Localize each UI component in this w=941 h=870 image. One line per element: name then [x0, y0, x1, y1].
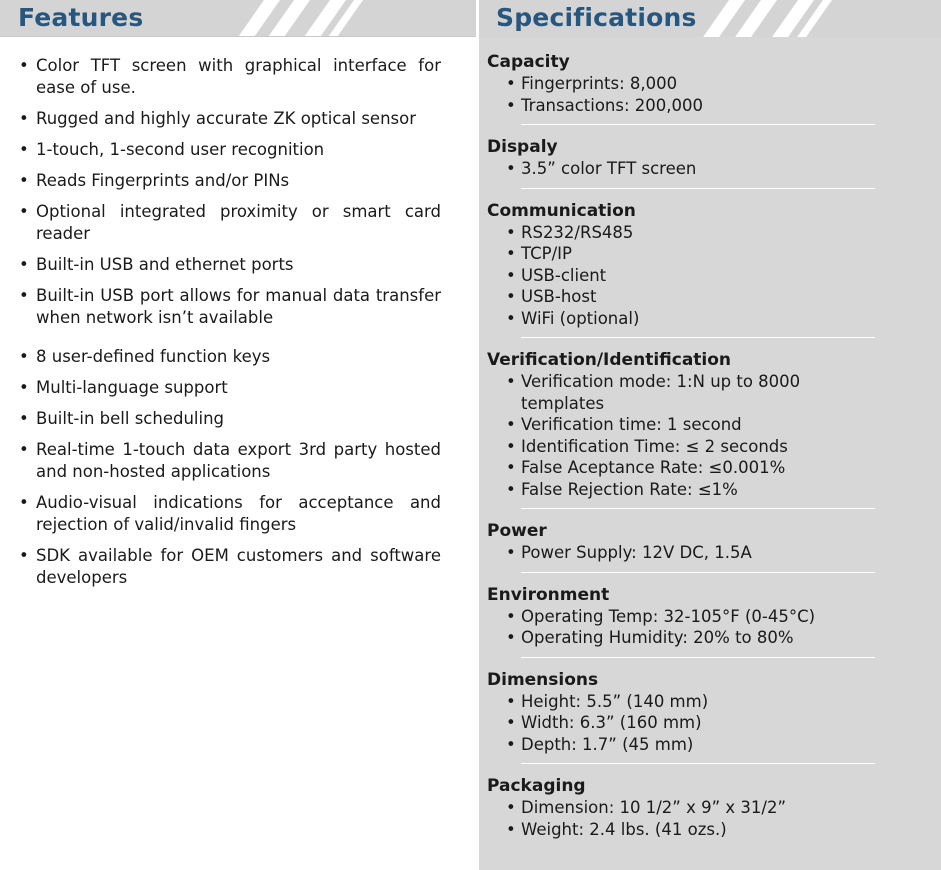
specifications-header-band [479, 0, 941, 37]
spec-item: • 3.5” color TFT screen [506, 158, 887, 180]
section-divider [521, 124, 875, 125]
spec-section-title: Capacity [487, 52, 570, 72]
spec-section-title: Power [487, 521, 547, 541]
spec-item: • USB-client [506, 265, 887, 287]
spec-item: • False Rejection Rate: ≤1% [506, 479, 887, 501]
spec-section-capacity [487, 52, 887, 125]
spec-item: • Verification mode: 1:N up to 8000 templates [506, 371, 887, 414]
spec-section-display [487, 137, 887, 189]
spec-item: • TCP/IP [506, 243, 887, 265]
spec-item: • Operating Humidity: 20% to 80% [506, 627, 887, 649]
section-divider [521, 572, 875, 573]
spec-item: • Identification Time: ≤ 2 seconds [506, 436, 887, 458]
feature-item: • Audio-visual indications for acceptance and rejection of valid/invalid fingers [19, 492, 441, 536]
section-divider [521, 188, 875, 189]
feature-item: • 8 user-defined function keys [19, 346, 441, 368]
spec-section-title: Packaging [487, 776, 586, 796]
feature-item: • Built-in USB port allows for manual data transfer when network isn’t available [19, 285, 441, 329]
feature-item: • Rugged and highly accurate ZK optical sensor [19, 108, 441, 130]
spec-item: • Weight: 2.4 lbs. (41 ozs.) [506, 819, 887, 841]
feature-item: • Optional integrated proximity or smart card reader [19, 201, 441, 245]
spec-item: • Transactions: 200,000 [506, 95, 887, 117]
features-title: Features [18, 3, 144, 32]
spec-section-title: Verification/Identification [487, 350, 732, 370]
feature-item: • 1-touch, 1-second user recognition [19, 139, 441, 161]
spec-item: • Fingerprints: 8,000 [506, 73, 887, 95]
spec-item: • Height: 5.5” (140 mm) [506, 691, 887, 713]
spec-item: • False Aceptance Rate: ≤0.001% [506, 457, 887, 479]
spec-section-title: Environment [487, 584, 610, 605]
spec-item: • Power Supply: 12V DC, 1.5A [506, 542, 887, 564]
features-list [19, 55, 441, 598]
spec-section-title: Dispaly [487, 137, 558, 157]
spec-item: • RS232/RS485 [506, 222, 887, 244]
feature-item: • Reads Fingerprints and/or PINs [19, 170, 441, 192]
feature-item: • Built-in bell scheduling [19, 408, 441, 430]
spec-section-environment [487, 585, 887, 658]
features-header-band [0, 0, 476, 37]
spec-item: • Verification time: 1 second [506, 414, 887, 436]
spec-section-title: Dimensions [487, 669, 599, 690]
section-divider [521, 508, 875, 509]
features-underline [0, 36, 476, 37]
section-divider [521, 763, 875, 764]
feature-item: • Built-in USB and ethernet ports [19, 254, 441, 276]
feature-item: • Multi-language support [19, 377, 441, 399]
spec-item: • WiFi (optional) [506, 308, 887, 330]
spec-section-power [487, 521, 887, 573]
specifications-title: Specifications [496, 3, 697, 32]
spec-section-title: Communication [487, 200, 636, 221]
section-divider [521, 337, 875, 338]
spec-item: • Dimension: 10 1/2” x 9” x 31/2” [506, 797, 887, 819]
spec-item: • Depth: 1.7” (45 mm) [506, 734, 887, 756]
spec-item: • USB-host [506, 286, 887, 308]
section-divider [521, 657, 875, 658]
spec-section-packaging [487, 776, 887, 840]
feature-item: • Color TFT screen with graphical interface for ease of use. [19, 55, 441, 99]
spec-section-dimensions [487, 670, 887, 765]
spec-section-verification [487, 350, 887, 509]
specifications-list [487, 52, 887, 840]
feature-item: • Real-time 1-touch data export 3rd party hosted and non-hosted applications [19, 439, 441, 483]
feature-item: • SDK available for OEM customers and software developers [19, 545, 441, 589]
spec-item: • Operating Temp: 32-105°F (0-45°C) [506, 606, 887, 628]
spec-section-communication [487, 201, 887, 339]
spec-item: • Width: 6.3” (160 mm) [506, 712, 887, 734]
column-divider [476, 0, 479, 633]
